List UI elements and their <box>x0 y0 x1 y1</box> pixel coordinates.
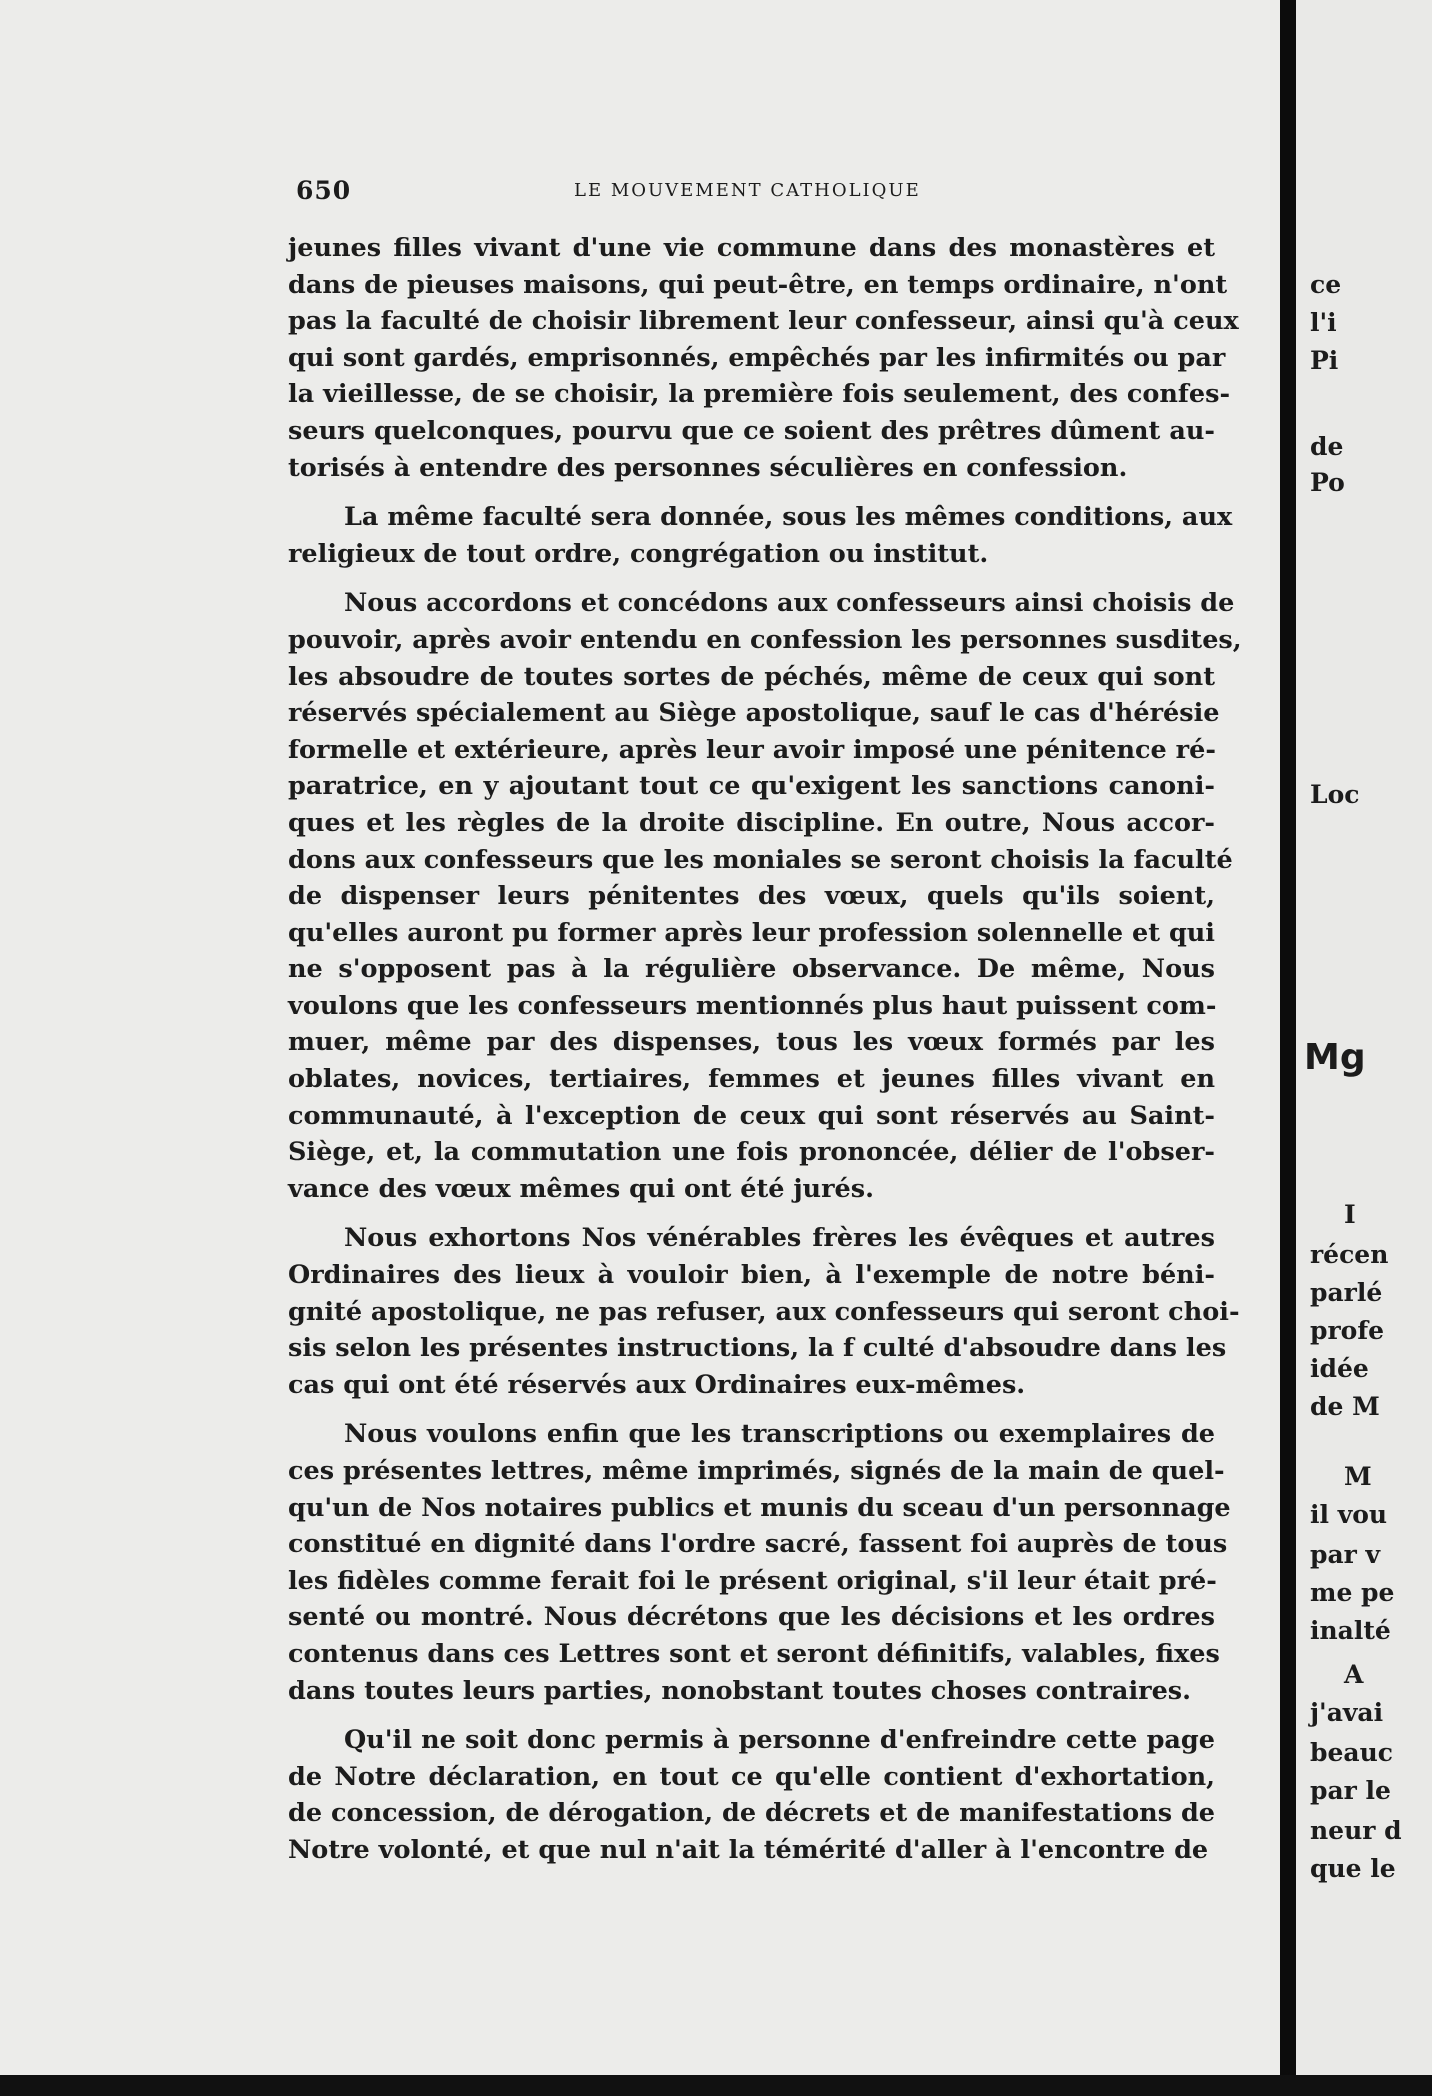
book-gutter <box>1280 0 1296 2075</box>
text-line: torisés à entendre des personnes séculières en confession. <box>288 452 1128 483</box>
facing-page-fragment: Po <box>1310 468 1345 497</box>
text-line: senté ou montré. Nous décrétons que les décisions et les ordres <box>288 1602 1215 1633</box>
facing-page-fragment: M <box>1344 1462 1372 1491</box>
text-line: gnité apostolique, ne pas refuser, aux confesseurs qui seront choi- <box>288 1296 1240 1327</box>
paragraph <box>288 585 1242 1207</box>
text-line: de dispenser leurs pénitentes des vœux, quels qu'ils soient, <box>288 881 1215 912</box>
text-line: Qu'il ne soit donc permis à personne d'enfreindre cette page <box>344 1725 1215 1756</box>
text-line: muer, même par des dispenses, tous les vœux formés par les <box>288 1027 1215 1058</box>
running-head: LE MOUVEMENT CATHOLIQUE <box>574 180 921 201</box>
facing-page-fragment: j'avai <box>1310 1698 1384 1727</box>
text-line: cas qui ont été réservés aux Ordinaires eux-mêmes. <box>288 1369 1026 1400</box>
paragraph <box>288 1722 1215 1868</box>
page-number: 650 <box>296 176 352 205</box>
text-line: la vieillesse, de se choisir, la première fois seulement, des confes- <box>288 379 1231 410</box>
text-line: qu'un de Nos notaires publics et munis du sceau d'un personnage <box>288 1492 1231 1523</box>
facing-page-heading: Mg <box>1304 1037 1366 1078</box>
facing-page-fragment: il vou <box>1310 1500 1388 1529</box>
text-line: Nous voulons enfin que les transcriptions ou exemplaires de <box>344 1419 1215 1450</box>
paragraph <box>288 499 1233 572</box>
text-line: ces présentes lettres, même imprimés, signés de la main de quel- <box>288 1456 1225 1486</box>
body-text <box>288 230 1242 1882</box>
text-line: dans de pieuses maisons, qui peut-être, en temps ordinaire, n'ont <box>288 269 1228 300</box>
facing-page-fragment: beauc <box>1310 1738 1393 1767</box>
facing-page-fragment: par le <box>1310 1776 1391 1805</box>
text-line: Notre volonté, et que nul n'ait la témérité d'aller à l'encontre de <box>288 1834 1209 1865</box>
facing-page-fragment: profe <box>1310 1316 1384 1345</box>
facing-page-fragment: parlé <box>1310 1278 1383 1307</box>
text-line: réservés spécialement au Siège apostolique, sauf le cas d'hérésie <box>288 698 1220 729</box>
text-line: qu'elles auront pu former après leur profession solennelle et qui <box>288 917 1215 948</box>
facing-page-edge <box>1296 0 1432 2075</box>
text-line: communauté, à l'exception de ceux qui sont réservés au Saint- <box>288 1100 1215 1131</box>
text-line: Siège, et, la commutation une fois prononcée, délier de l'obser- <box>288 1137 1215 1168</box>
text-line: de Notre déclaration, en tout ce qu'elle contient d'exhortation, <box>288 1761 1215 1792</box>
text-line: dans toutes leurs parties, nonobstant toutes choses contraires. <box>288 1675 1192 1706</box>
facing-page-fragment: Loc <box>1310 780 1360 809</box>
facing-page-fragment: I <box>1344 1200 1356 1229</box>
facing-page-fragment: Pi <box>1310 346 1339 375</box>
facing-page-fragment: inalté <box>1310 1616 1391 1645</box>
facing-page-fragment: idée <box>1310 1354 1369 1383</box>
text-line: voulons que les confesseurs mentionnés plus haut puissent com- <box>288 990 1217 1021</box>
text-line: pouvoir, après avoir entendu en confession les personnes susdites, <box>288 624 1242 655</box>
text-line: oblates, novices, tertiaires, femmes et jeunes filles vivant en <box>288 1064 1215 1095</box>
paragraph <box>288 230 1239 486</box>
scan-border <box>0 2075 1432 2096</box>
text-line: sis selon les présentes instructions, la f culté d'absoudre dans les <box>288 1333 1227 1364</box>
facing-page-fragment: me pe <box>1310 1578 1395 1607</box>
facing-page-fragment: ce <box>1310 270 1342 299</box>
facing-page-fragment: récen <box>1310 1240 1389 1269</box>
text-line: religieux de tout ordre, congrégation ou institut. <box>288 538 989 569</box>
text-line: Ordinaires des lieux à vouloir bien, à l'exemple de notre béni- <box>288 1260 1215 1291</box>
page-header <box>296 176 1216 208</box>
text-line: jeunes filles vivant d'une vie commune dans des monastères et <box>288 233 1215 263</box>
text-line: contenus dans ces Lettres sont et seront définitifs, valables, fixes <box>288 1638 1220 1669</box>
facing-page-fragment: de M <box>1310 1392 1380 1421</box>
text-line: de concession, de dérogation, de décrets et de manifestations de <box>288 1798 1215 1829</box>
text-line: pas la faculté de choisir librement leur confesseur, ainsi qu'à ceux <box>288 306 1239 337</box>
paragraph <box>288 1416 1231 1709</box>
text-line: dons aux confesseurs que les moniales se seront choisis la faculté <box>288 844 1233 875</box>
text-line: ne s'opposent pas à la régulière observance. De même, Nous <box>288 954 1215 985</box>
text-line: Nous exhortons Nos vénérables frères les évêques et autres <box>344 1223 1215 1254</box>
text-line: les fidèles comme ferait foi le présent original, s'il leur était pré- <box>288 1565 1217 1596</box>
facing-page-fragment: de <box>1310 432 1344 461</box>
facing-page-fragment: neur d <box>1310 1816 1402 1845</box>
text-line: paratrice, en y ajoutant tout ce qu'exigent les sanctions canoni- <box>288 771 1215 802</box>
text-line: ques et les règles de la droite discipline. En outre, Nous accor- <box>288 807 1215 838</box>
text-line: La même faculté sera donnée, sous les mêmes conditions, aux <box>344 502 1233 533</box>
facing-page-fragment: par v <box>1310 1540 1381 1569</box>
paragraph <box>288 1220 1240 1403</box>
text-line: seurs quelconques, pourvu que ce soient des prêtres dûment au- <box>288 415 1215 446</box>
facing-page-fragment: que le <box>1310 1854 1396 1883</box>
text-line: les absoudre de toutes sortes de péchés, même de ceux qui sont <box>288 661 1215 692</box>
facing-page-fragment: A <box>1344 1660 1364 1689</box>
text-line: qui sont gardés, emprisonnés, empêchés par les infirmités ou par <box>288 342 1226 373</box>
text-line: vance des vœux mêmes qui ont été jurés. <box>288 1173 874 1204</box>
text-line: constitué en dignité dans l'ordre sacré, fassent foi auprès de tous <box>288 1529 1228 1560</box>
text-line: formelle et extérieure, après leur avoir imposé une pénitence ré- <box>288 734 1216 765</box>
facing-page-fragment: l'i <box>1310 308 1337 337</box>
text-line: Nous accordons et concédons aux confesseurs ainsi choisis de <box>344 588 1235 619</box>
